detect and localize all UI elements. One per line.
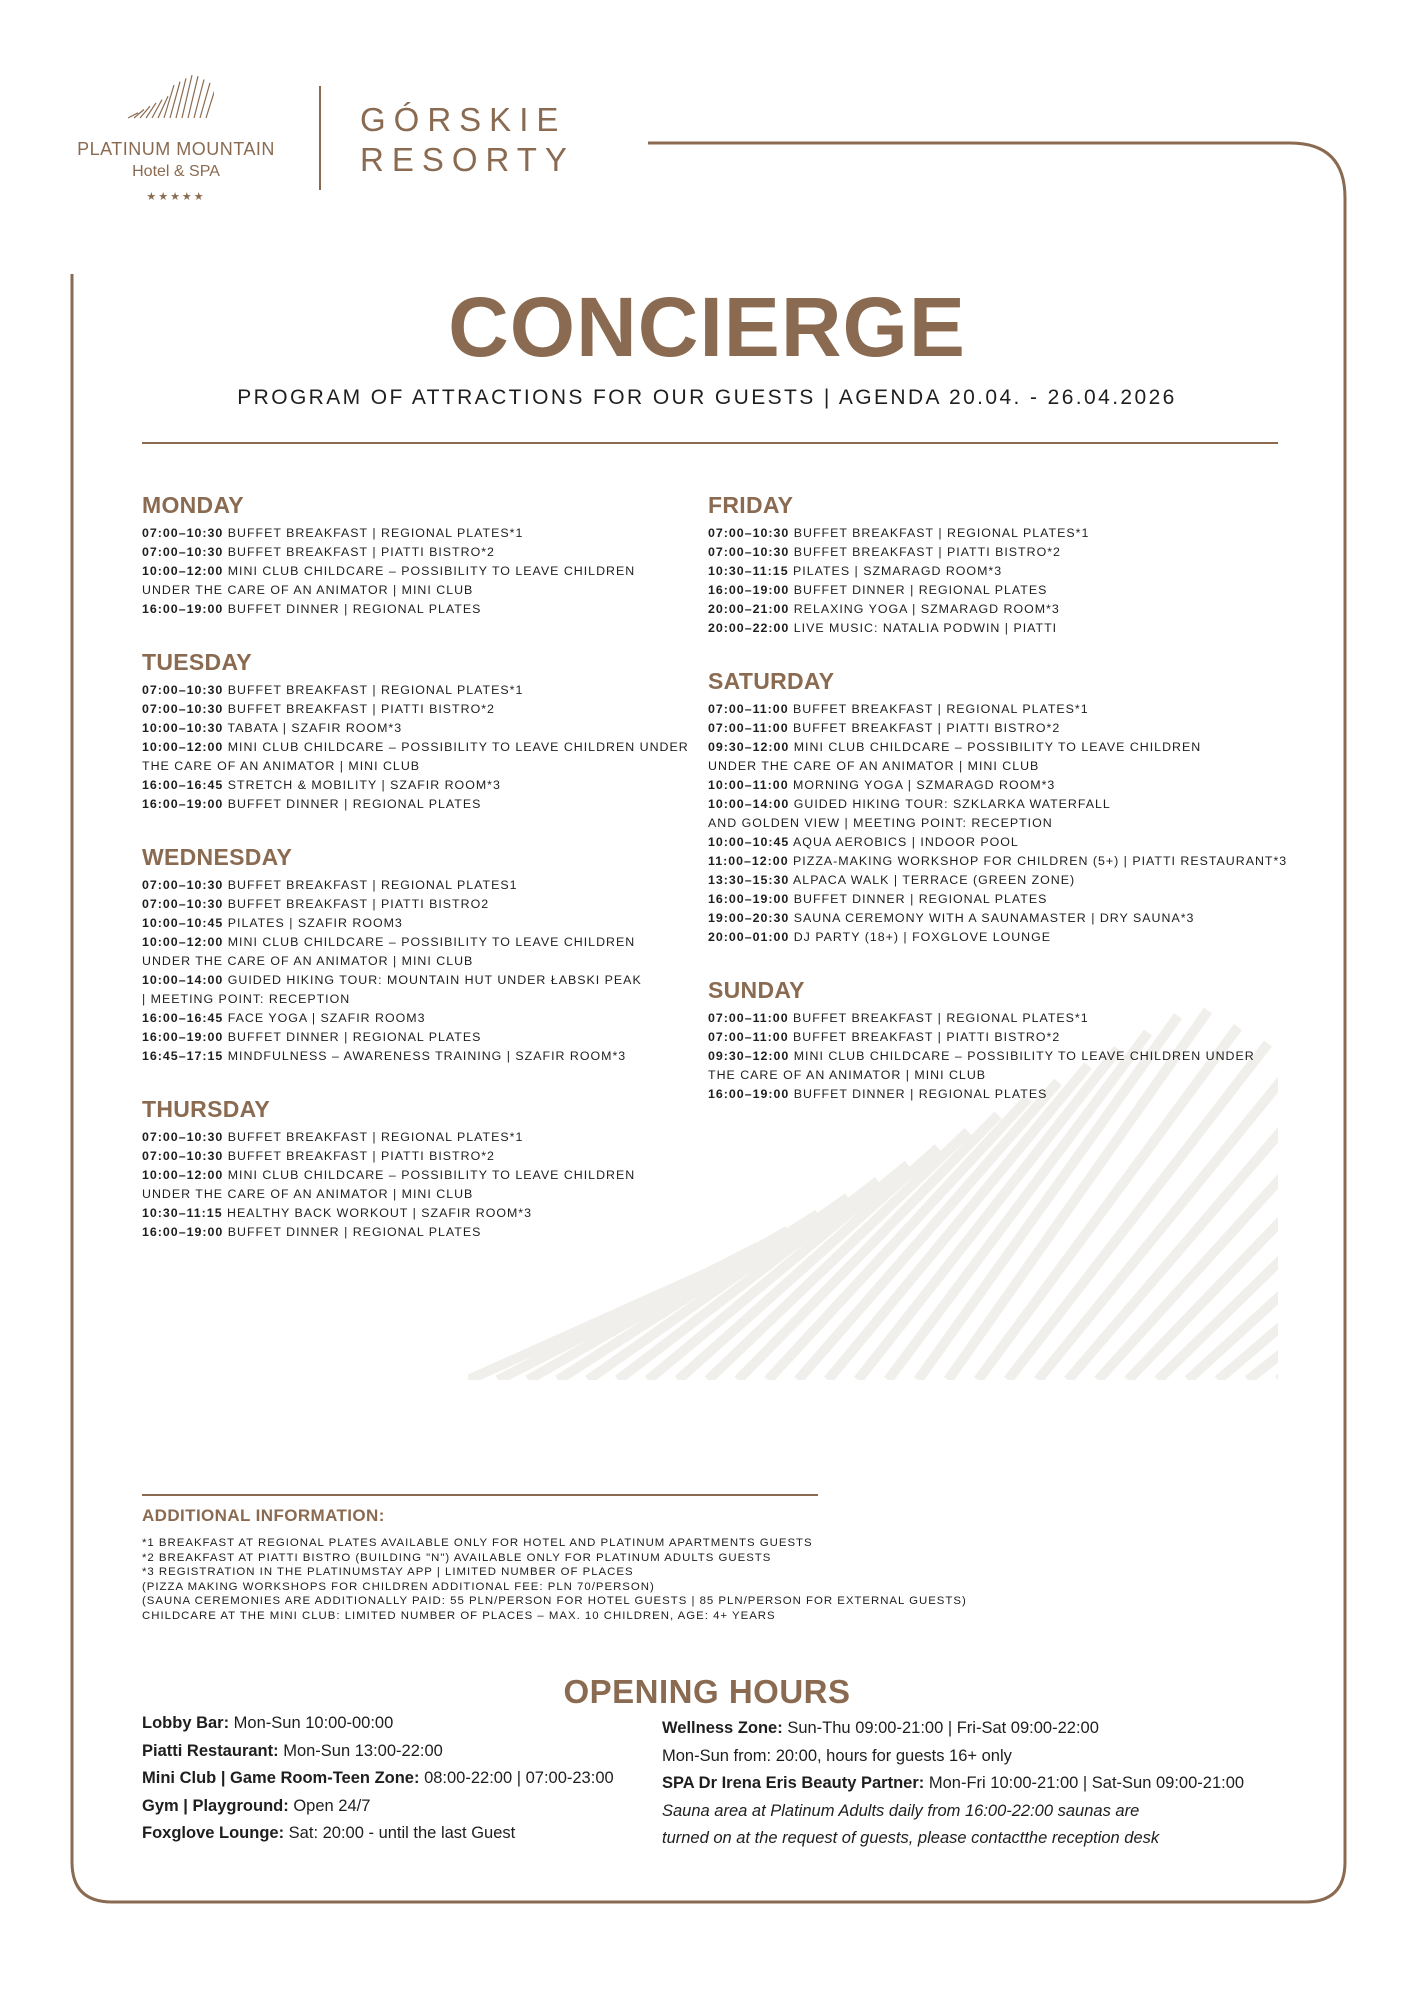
entry-time: 07:00–10:30 <box>142 1149 224 1163</box>
schedule-entry <box>142 933 682 952</box>
entry-description: MINI CLUB CHILDCARE – POSSIBILITY TO LEAVE CHILDREN <box>227 1168 636 1182</box>
sauna-note-line: Sauna area at Platinum Adults daily from 16:00-22:00 saunas are <box>662 1801 1140 1820</box>
opening-hours-item <box>142 1793 662 1821</box>
info-note: *3 REGISTRATION IN THE PLATINUMSTAY APP | LIMITED NUMBER OF PLACES <box>142 1566 634 1578</box>
day-block <box>142 647 689 814</box>
page-title: CONCIERGE <box>448 280 966 374</box>
opening-hours-label: Piatti Restaurant: <box>142 1741 279 1760</box>
schedule-entry <box>708 619 1298 638</box>
entry-description: PIZZA-MAKING WORKSHOP FOR CHILDREN (5+) | PIATTI RESTAURANT*3 <box>793 854 1288 868</box>
schedule-entry <box>708 562 1298 581</box>
day-name: MONDAY <box>142 492 244 518</box>
entry-description: BUFFET DINNER | REGIONAL PLATES <box>793 892 1048 906</box>
entry-description: THE CARE OF AN ANIMATOR | MINI CLUB <box>142 759 421 773</box>
schedule-entry <box>708 909 1298 928</box>
info-note: (PIZZA MAKING WORKSHOPS FOR CHILDREN ADDITIONAL FEE: PLN 70/PERSON) <box>142 1580 655 1593</box>
entry-time: 07:00–10:30 <box>142 545 224 559</box>
entry-description: BUFFET BREAKFAST | REGIONAL PLATES*1 <box>793 702 1089 716</box>
day-block <box>142 490 682 619</box>
entry-description: LIVE MUSIC: NATALIA PODWIN | PIATTI <box>793 621 1058 635</box>
page-subtitle: PROGRAM OF ATTRACTIONS FOR OUR GUESTS | AGENDA 20.04. - 26.04.2026 <box>237 386 1177 409</box>
schedule-column-left <box>142 490 689 1270</box>
schedule-entry <box>708 700 1298 719</box>
opening-hours-label: SPA Dr Irena Eris Beauty Partner: <box>662 1774 925 1793</box>
additional-info-notes <box>142 1536 1042 1623</box>
entry-time: 20:00–21:00 <box>708 602 790 616</box>
opening-hours-value: Open 24/7 <box>288 1796 371 1815</box>
entry-description: BUFFET DINNER | REGIONAL PLATES <box>227 1030 482 1044</box>
entry-description: BUFFET DINNER | REGIONAL PLATES <box>227 602 482 616</box>
schedule-entry <box>708 581 1298 600</box>
entry-description: AND GOLDEN VIEW | MEETING POINT: RECEPTION <box>708 816 1053 830</box>
entry-description: | MEETING POINT: RECEPTION <box>142 992 351 1006</box>
schedule-entry <box>708 1085 1298 1104</box>
schedule-entry <box>142 1204 682 1223</box>
schedule-entry <box>142 1185 682 1204</box>
opening-hours-value: 08:00-22:00 | 07:00-23:00 <box>419 1769 614 1788</box>
entry-description: BUFFET BREAKFAST | REGIONAL PLATES*1 <box>793 1011 1089 1025</box>
entry-description: BUFFET BREAKFAST | REGIONAL PLATES*1 <box>227 683 524 697</box>
entry-description: UNDER THE CARE OF AN ANIMATOR | MINI CLUB <box>142 583 474 597</box>
entry-time: 16:00–19:00 <box>708 583 790 597</box>
opening-hours-label: Mini Club | Game Room-Teen Zone: <box>142 1769 420 1788</box>
schedule-entry <box>142 700 682 719</box>
schedule-entry <box>142 738 689 757</box>
entry-time: 16:00–16:45 <box>142 1011 224 1025</box>
entry-time: 10:00–10:45 <box>142 916 224 930</box>
entry-description: UNDER THE CARE OF AN ANIMATOR | MINI CLUB <box>142 954 474 968</box>
entry-description: AQUA AEROBICS | INDOOR POOL <box>793 835 1019 849</box>
hotel-logo-subtitle: Hotel & SPA <box>132 163 220 180</box>
entry-time: 10:00–12:00 <box>142 564 224 578</box>
schedule-entry <box>142 914 682 933</box>
entry-time: 07:00–11:00 <box>708 1011 789 1025</box>
schedule-entry <box>142 971 682 990</box>
entry-description: TABATA | SZAFIR ROOM*3 <box>227 721 403 735</box>
entry-description: BUFFET BREAKFAST | REGIONAL PLATES*1 <box>227 526 524 540</box>
entry-time: 16:00–16:45 <box>142 778 224 792</box>
entry-description: ALPACA WALK | TERRACE (GREEN ZONE) <box>793 873 1076 887</box>
entry-time: 07:00–10:30 <box>142 526 224 540</box>
day-name: FRIDAY <box>708 492 794 518</box>
info-note: CHILDCARE AT THE MINI CLUB: LIMITED NUMBER OF PLACES – MAX. 10 CHILDREN, AGE: 4+ YEARS <box>142 1609 776 1622</box>
schedule-entry <box>708 524 1298 543</box>
schedule-entry <box>142 895 682 914</box>
schedule-entry <box>708 757 1298 776</box>
info-divider <box>142 1494 818 1496</box>
entry-time: 10:30–11:15 <box>142 1206 223 1220</box>
entry-time: 11:00–12:00 <box>708 854 789 868</box>
opening-hours-label: Lobby Bar: <box>142 1714 230 1732</box>
entry-time: 07:00–10:30 <box>708 526 790 540</box>
schedule-entry <box>142 600 682 619</box>
opening-hours-label: Gym | Playground: <box>142 1796 289 1815</box>
opening-hours-label: Wellness Zone: <box>662 1719 783 1737</box>
entry-description: RELAXING YOGA | SZMARAGD ROOM*3 <box>793 602 1060 616</box>
opening-hours-item <box>662 1770 1302 1798</box>
entry-time: 10:00–10:30 <box>142 721 224 735</box>
entry-time: 07:00–10:30 <box>142 878 224 892</box>
opening-hours-left <box>142 1710 662 1848</box>
info-note: *2 BREAKFAST AT PIATTI BISTRO (BUILDING "N") AVAILABLE ONLY FOR PLATINUM ADULTS GUESTS <box>142 1551 772 1564</box>
opening-hours-value: Sun-Thu 09:00-21:00 | Fri-Sat 09:00-22:00 <box>782 1719 1099 1737</box>
entry-time: 20:00–01:00 <box>708 930 790 944</box>
schedule-entry <box>142 719 682 738</box>
entry-description: MINI CLUB CHILDCARE – POSSIBILITY TO LEAVE CHILDREN UNDER <box>227 740 689 754</box>
entry-description: MORNING YOGA | SZMARAGD ROOM*3 <box>793 778 1056 792</box>
entry-time: 07:00–10:30 <box>142 1130 224 1144</box>
entry-time: 10:00–10:45 <box>708 835 790 849</box>
schedule-entry <box>708 814 1298 833</box>
schedule-entry <box>142 1166 682 1185</box>
entry-description: MINI CLUB CHILDCARE – POSSIBILITY TO LEAVE CHILDREN <box>227 564 636 578</box>
schedule-entry <box>708 1009 1298 1028</box>
brand-logo-line1: GÓRSKIE <box>360 101 567 138</box>
entry-time: 07:00–10:30 <box>142 683 224 697</box>
logo-divider <box>319 86 321 190</box>
entry-time: 09:30–12:00 <box>708 1049 790 1063</box>
entry-description: UNDER THE CARE OF AN ANIMATOR | MINI CLUB <box>142 1187 474 1201</box>
schedule-entry <box>142 524 682 543</box>
opening-hours-item <box>142 1738 662 1766</box>
entry-description: BUFFET BREAKFAST | PIATTI BISTRO*2 <box>793 1030 1061 1044</box>
schedule-entry <box>142 990 682 1009</box>
entry-time: 10:00–11:00 <box>708 778 789 792</box>
entry-time: 10:00–14:00 <box>142 973 224 987</box>
schedule-entry <box>142 776 682 795</box>
entry-description: BUFFET BREAKFAST | PIATTI BISTRO*2 <box>793 721 1061 735</box>
entry-time: 07:00–11:00 <box>708 721 789 735</box>
entry-description: BUFFET DINNER | REGIONAL PLATES <box>793 1087 1048 1101</box>
schedule-entry <box>708 833 1298 852</box>
schedule-entry <box>142 581 682 600</box>
entry-description: PILATES | SZAFIR ROOM3 <box>227 916 403 930</box>
entry-time: 10:30–11:15 <box>708 564 789 578</box>
entry-time: 16:00–19:00 <box>142 602 224 616</box>
entry-description: BUFFET DINNER | REGIONAL PLATES <box>227 1225 482 1239</box>
entry-time: 16:00–19:00 <box>142 1225 224 1239</box>
day-block <box>142 842 682 1066</box>
entry-time: 07:00–11:00 <box>708 1030 789 1044</box>
entry-time: 10:00–12:00 <box>142 740 224 754</box>
entry-time: 20:00–22:00 <box>708 621 790 635</box>
opening-hours-value: Sat: 20:00 - until the last Guest <box>284 1824 516 1843</box>
entry-description: BUFFET BREAKFAST | PIATTI BISTRO*2 <box>227 545 495 559</box>
hotel-logo-name: PLATINUM MOUNTAIN <box>77 139 275 159</box>
entry-description: HEALTHY BACK WORKOUT | SZAFIR ROOM*3 <box>227 1206 533 1220</box>
opening-hours-item <box>662 1743 1302 1771</box>
opening-hours-item <box>662 1715 1302 1743</box>
entry-time: 16:00–19:00 <box>708 892 790 906</box>
entry-description: GUIDED HIKING TOUR: MOUNTAIN HUT UNDER ŁABSKI PEAK <box>227 973 642 987</box>
entry-time: 07:00–10:30 <box>142 897 224 911</box>
entry-description: BUFFET BREAKFAST | REGIONAL PLATES1 <box>227 878 518 892</box>
entry-time: 07:00–10:30 <box>142 702 224 716</box>
entry-description: MINI CLUB CHILDCARE – POSSIBILITY TO LEAVE CHILDREN <box>227 935 636 949</box>
entry-description: BUFFET DINNER | REGIONAL PLATES <box>793 583 1048 597</box>
entry-description: PILATES | SZMARAGD ROOM*3 <box>793 564 1003 578</box>
schedule-entry <box>142 1147 682 1166</box>
schedule-entry <box>708 1028 1298 1047</box>
schedule-entry <box>708 852 1298 871</box>
schedule-entry <box>142 952 682 971</box>
entry-description: MINI CLUB CHILDCARE – POSSIBILITY TO LEAVE CHILDREN <box>793 740 1202 754</box>
opening-hours-item <box>142 1710 662 1738</box>
entry-time: 16:45–17:15 <box>142 1049 224 1063</box>
schedule-entry <box>142 543 682 562</box>
opening-hours-value: Mon-Sun from: 20:00, hours for guests 16+ only <box>662 1746 1012 1765</box>
opening-hours-item <box>142 1820 662 1848</box>
entry-description: MINDFULNESS – AWARENESS TRAINING | SZAFIR ROOM*3 <box>227 1049 627 1063</box>
day-name: TUESDAY <box>142 649 252 675</box>
schedule-entry <box>708 928 1298 947</box>
entry-description: BUFFET BREAKFAST | REGIONAL PLATES*1 <box>227 1130 524 1144</box>
entry-time: 07:00–10:30 <box>708 545 790 559</box>
entry-description: BUFFET BREAKFAST | PIATTI BISTRO*2 <box>793 545 1061 559</box>
schedule-entry <box>142 1128 682 1147</box>
opening-hours-value: Mon-Sun 10:00-00:00 <box>229 1714 394 1732</box>
opening-hours-item <box>142 1765 662 1793</box>
title-divider <box>142 442 1278 444</box>
entry-description: SAUNA CEREMONY WITH A SAUNAMASTER | DRY SAUNA*3 <box>793 911 1195 925</box>
entry-time: 19:00–20:30 <box>708 911 790 925</box>
info-note: (SAUNA CEREMONIES ARE ADDITIONALLY PAID: 55 PLN/PERSON FOR HOTEL GUESTS | 85 PLN/PERSON FOR EXTERNAL GUESTS) <box>142 1595 967 1607</box>
day-name: SUNDAY <box>708 977 805 1003</box>
entry-time: 16:00–19:00 <box>142 797 224 811</box>
entry-description: BUFFET BREAKFAST | REGIONAL PLATES*1 <box>793 526 1090 540</box>
schedule-entry <box>708 890 1298 909</box>
entry-time: 16:00–19:00 <box>142 1030 224 1044</box>
day-block <box>708 666 1298 947</box>
entry-description: BUFFET DINNER | REGIONAL PLATES <box>227 797 482 811</box>
brand-logo-line2: RESORTY <box>360 141 575 178</box>
opening-hours-right <box>662 1715 1302 1852</box>
entry-description: GUIDED HIKING TOUR: SZKLARKA WATERFALL <box>793 797 1111 811</box>
schedule-entry <box>708 871 1298 890</box>
schedule-entry <box>142 757 682 776</box>
entry-description: THE CARE OF AN ANIMATOR | MINI CLUB <box>708 1068 987 1082</box>
entry-description: BUFFET BREAKFAST | PIATTI BISTRO2 <box>227 897 490 911</box>
day-name: SATURDAY <box>708 668 835 694</box>
schedule-entry <box>142 1009 682 1028</box>
day-block <box>142 1094 682 1242</box>
schedule-entry <box>708 1047 1298 1066</box>
entry-description: DJ PARTY (18+) | FOXGLOVE LOUNGE <box>793 930 1052 944</box>
schedule-entry <box>142 681 682 700</box>
hotel-logo-stars: ★★★★★ <box>146 191 206 203</box>
opening-hours-value: Mon-Fri 10:00-21:00 | Sat-Sun 09:00-21:00 <box>924 1774 1245 1793</box>
day-name: THURSDAY <box>142 1096 271 1122</box>
schedule-entry <box>708 795 1298 814</box>
entry-description: BUFFET BREAKFAST | PIATTI BISTRO*2 <box>227 702 495 716</box>
entry-time: 07:00–11:00 <box>708 702 789 716</box>
entry-description: MINI CLUB CHILDCARE – POSSIBILITY TO LEAVE CHILDREN UNDER <box>793 1049 1255 1063</box>
day-block <box>708 975 1298 1104</box>
opening-hours-value: Mon-Sun 13:00-22:00 <box>278 1741 443 1760</box>
schedule-entry <box>142 1047 682 1066</box>
schedule-entry <box>142 876 682 895</box>
entry-time: 09:30–12:00 <box>708 740 790 754</box>
additional-info-heading: ADDITIONAL INFORMATION: <box>142 1506 385 1525</box>
schedule-entry <box>708 1066 1298 1085</box>
schedule-entry <box>142 562 682 581</box>
entry-time: 10:00–12:00 <box>142 1168 224 1182</box>
entry-description: FACE YOGA | SZAFIR ROOM3 <box>227 1011 426 1025</box>
entry-time: 13:30–15:30 <box>708 873 790 887</box>
schedule-entry <box>708 719 1298 738</box>
entry-time: 10:00–14:00 <box>708 797 790 811</box>
entry-description: UNDER THE CARE OF AN ANIMATOR | MINI CLUB <box>708 759 1040 773</box>
sauna-note-line: turned on at the request of guests, please contactthe reception desk <box>662 1828 1160 1847</box>
schedule-entry <box>708 776 1298 795</box>
schedule-entry <box>142 1028 682 1047</box>
info-note: *1 BREAKFAST AT REGIONAL PLATES AVAILABLE ONLY FOR HOTEL AND PLATINUM APARTMENTS GUESTS <box>142 1537 813 1549</box>
schedule-entry <box>142 795 682 814</box>
entry-description: STRETCH & MOBILITY | SZAFIR ROOM*3 <box>227 778 501 792</box>
schedule-entry <box>708 738 1298 757</box>
day-name: WEDNESDAY <box>142 844 293 870</box>
schedule-entry <box>708 543 1298 562</box>
mountain-lines-icon <box>122 70 214 120</box>
opening-hours-heading: OPENING HOURS <box>563 1673 851 1710</box>
entry-time: 10:00–12:00 <box>142 935 224 949</box>
opening-hours-label: Foxglove Lounge: <box>142 1824 285 1843</box>
schedule-entry <box>708 600 1298 619</box>
entry-description: BUFFET BREAKFAST | PIATTI BISTRO*2 <box>227 1149 495 1163</box>
day-block <box>708 490 1298 638</box>
schedule-column-right <box>708 490 1298 1132</box>
entry-time: 16:00–19:00 <box>708 1087 790 1101</box>
schedule-entry <box>142 1223 682 1242</box>
